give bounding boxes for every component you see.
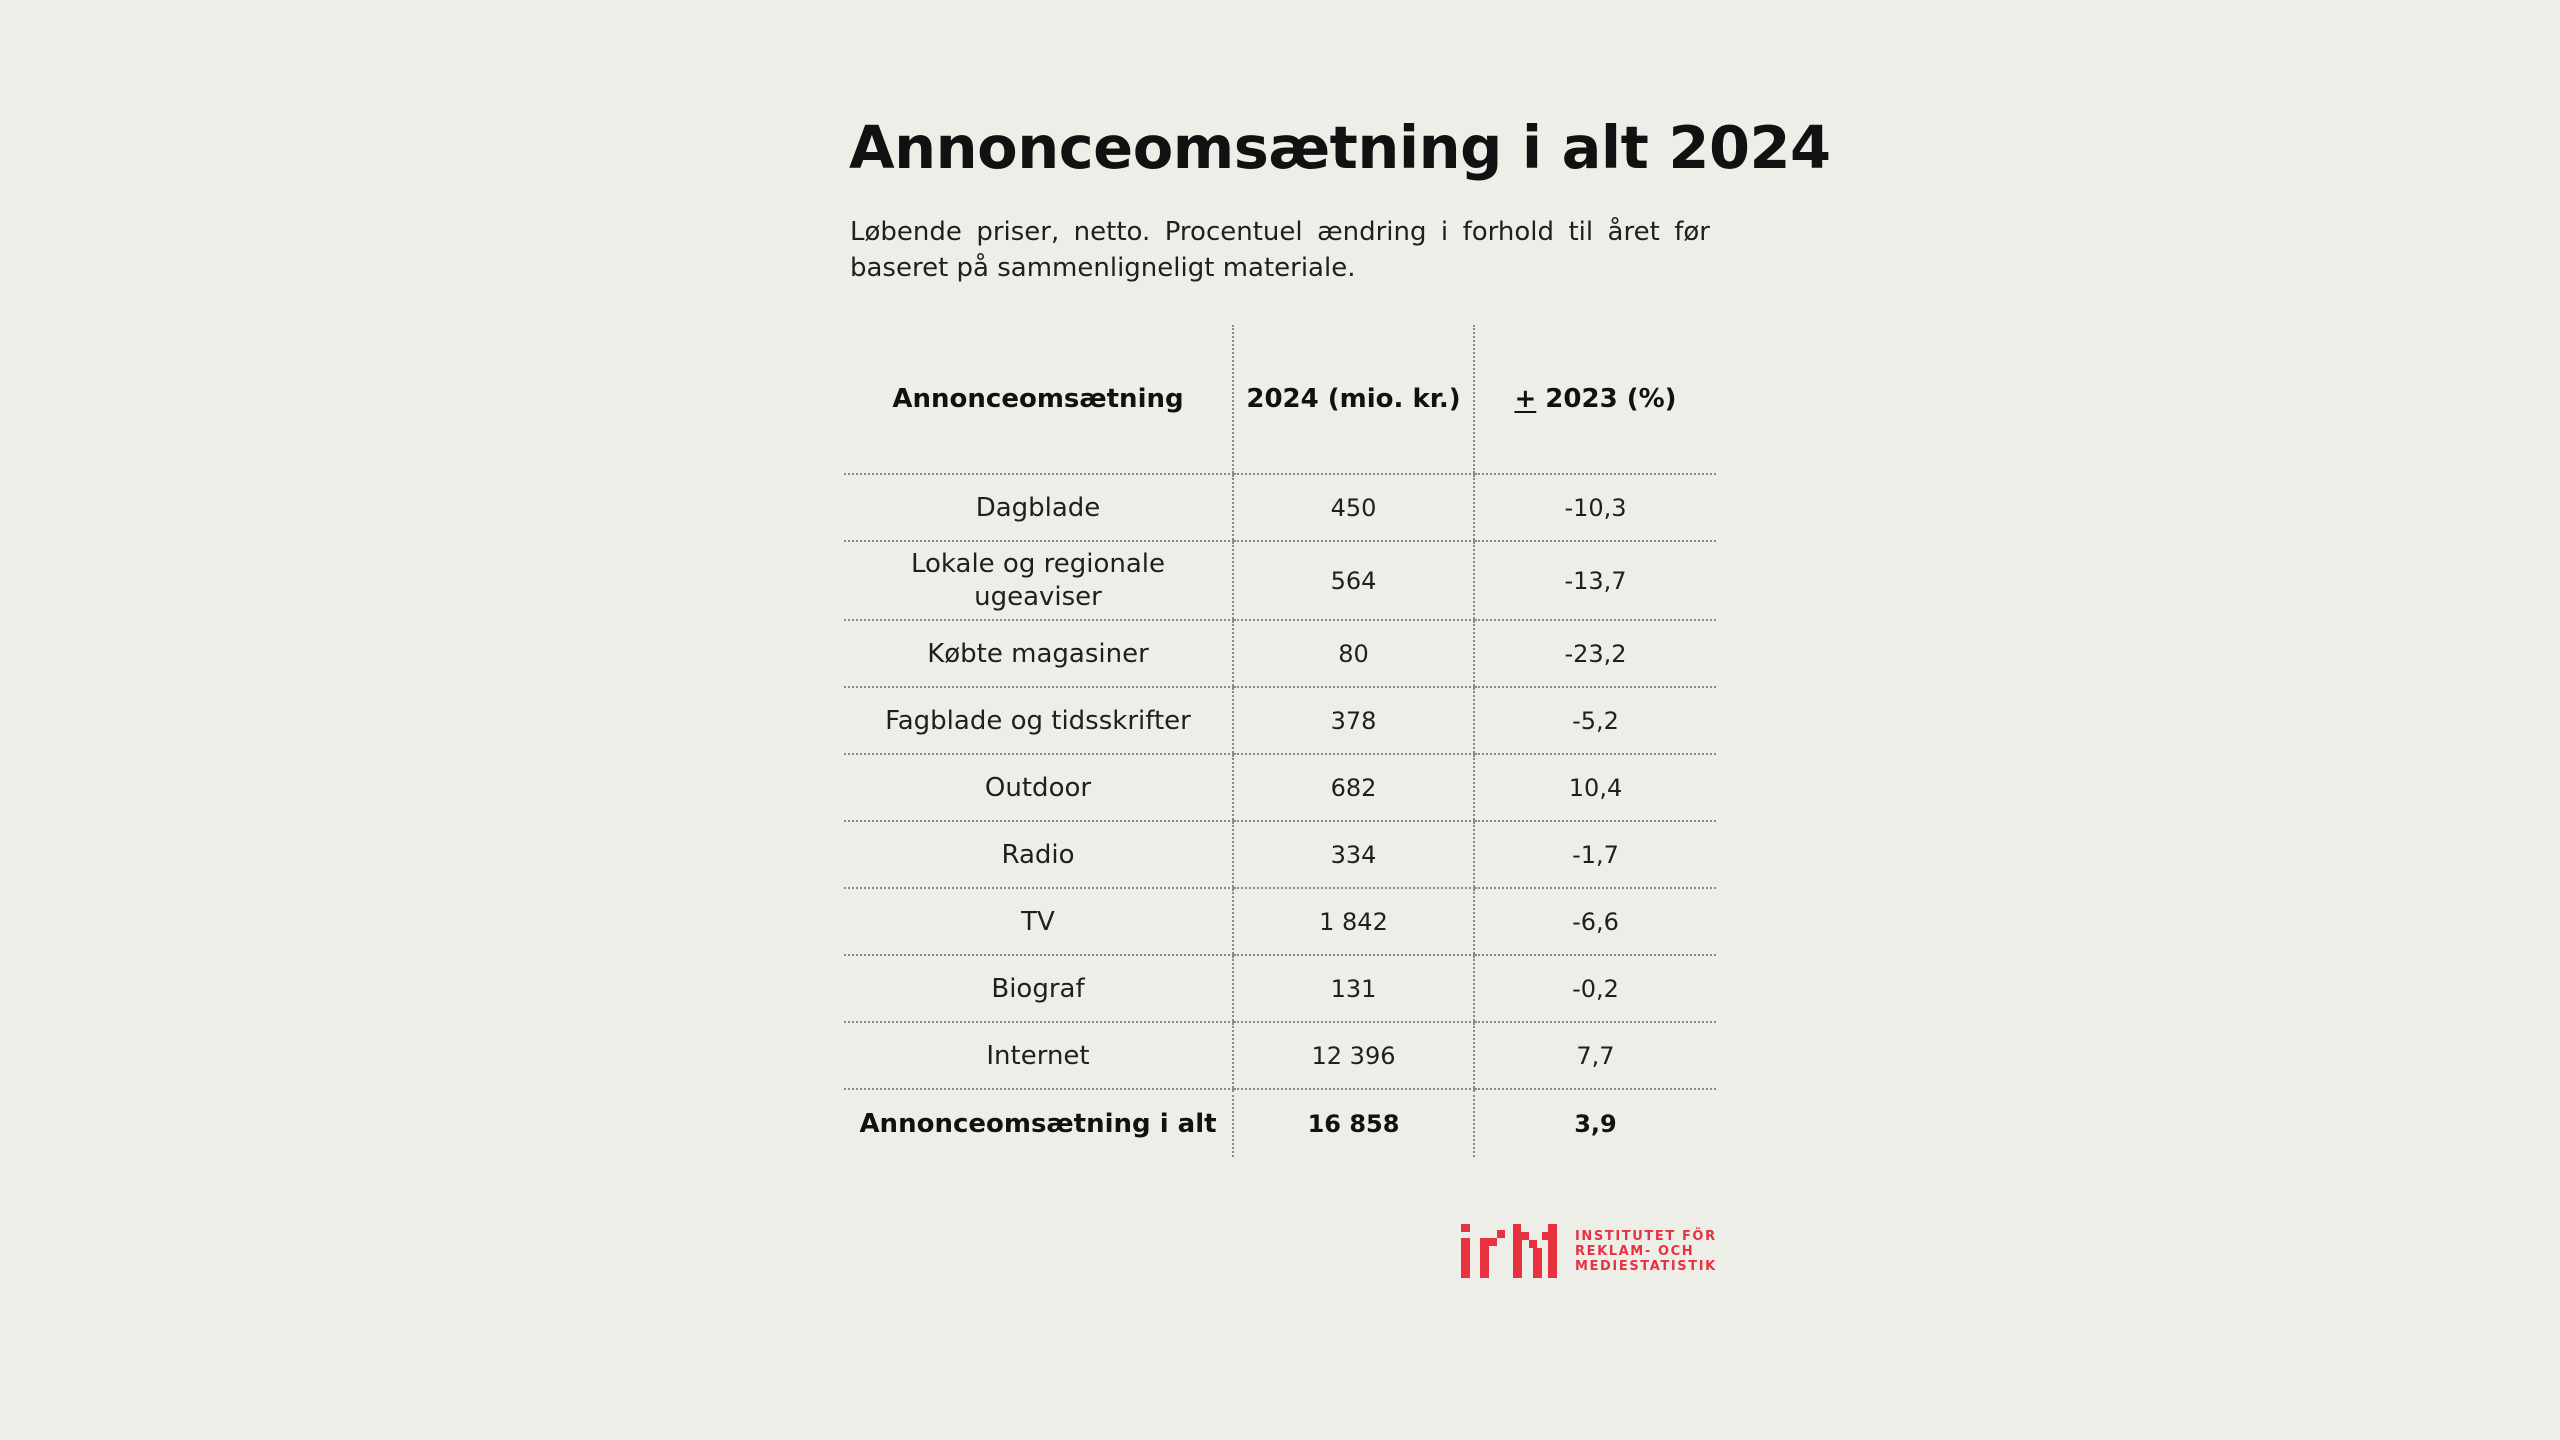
row-change: -13,7 xyxy=(1474,541,1716,620)
row-change: -1,7 xyxy=(1474,821,1716,888)
plus-minus-sign: + xyxy=(1514,384,1537,414)
row-change: -23,2 xyxy=(1474,620,1716,687)
row-value: 334 xyxy=(1233,821,1474,888)
irm-logo-text xyxy=(1575,1229,1717,1274)
table-row xyxy=(844,888,1716,955)
irm-logo-mark-icon xyxy=(1461,1224,1557,1278)
row-label: TV xyxy=(844,888,1233,955)
row-label: Outdoor xyxy=(844,754,1233,821)
total-label: Annonceomsætning i alt xyxy=(859,1108,1217,1139)
row-label: Biograf xyxy=(844,955,1233,1022)
total-change: 3,9 xyxy=(1474,1089,1716,1157)
logo-line: MEDIESTATISTIK xyxy=(1575,1258,1717,1274)
row-label: Fagblade og tidsskrifter xyxy=(844,687,1233,754)
header-category: Annonceomsætning xyxy=(844,325,1233,474)
table-row xyxy=(844,687,1716,754)
row-change: -10,3 xyxy=(1474,474,1716,541)
row-value: 80 xyxy=(1233,620,1474,687)
table-total-row xyxy=(844,1089,1716,1157)
table-row xyxy=(844,541,1716,620)
row-label: Købte magasiner xyxy=(844,620,1233,687)
header-value-2024: 2024 (mio. kr.) xyxy=(1233,325,1474,474)
row-value: 131 xyxy=(1233,955,1474,1022)
row-change: -5,2 xyxy=(1474,687,1716,754)
logo-line: REKLAM- OCH xyxy=(1575,1243,1695,1259)
table-row xyxy=(844,955,1716,1022)
page-subtitle: Løbende priser, netto. Procentuel ændring i forhold til året før baseret på sammenligneligt materiale. xyxy=(850,217,1710,283)
table-row xyxy=(844,1022,1716,1089)
table-row xyxy=(844,620,1716,687)
table-row xyxy=(844,474,1716,541)
row-label: Lokale og regionale ugeaviser xyxy=(844,541,1233,620)
irm-logo xyxy=(1461,1224,1717,1278)
table-row xyxy=(844,821,1716,888)
row-value: 682 xyxy=(1233,754,1474,821)
ad-revenue-table xyxy=(844,325,1716,1157)
row-value: 450 xyxy=(1233,474,1474,541)
table-row xyxy=(844,754,1716,821)
row-label: Radio xyxy=(844,821,1233,888)
row-value: 564 xyxy=(1233,541,1474,620)
row-value: 378 xyxy=(1233,687,1474,754)
row-change: -6,6 xyxy=(1474,888,1716,955)
page-title: Annonceomsætning i alt 2024 xyxy=(849,113,1831,182)
row-change: 7,7 xyxy=(1474,1022,1716,1089)
row-change: -0,2 xyxy=(1474,955,1716,1022)
total-value: 16 858 xyxy=(1233,1089,1474,1157)
logo-line: INSTITUTET FÖR xyxy=(1575,1228,1717,1244)
header-change-2023 xyxy=(1474,325,1716,474)
header-change-label: 2023 (%) xyxy=(1536,384,1677,414)
row-label: Internet xyxy=(844,1022,1233,1089)
table-header-row xyxy=(844,325,1716,474)
row-change: 10,4 xyxy=(1474,754,1716,821)
row-value: 12 396 xyxy=(1233,1022,1474,1089)
row-label: Dagblade xyxy=(844,474,1233,541)
row-value: 1 842 xyxy=(1233,888,1474,955)
